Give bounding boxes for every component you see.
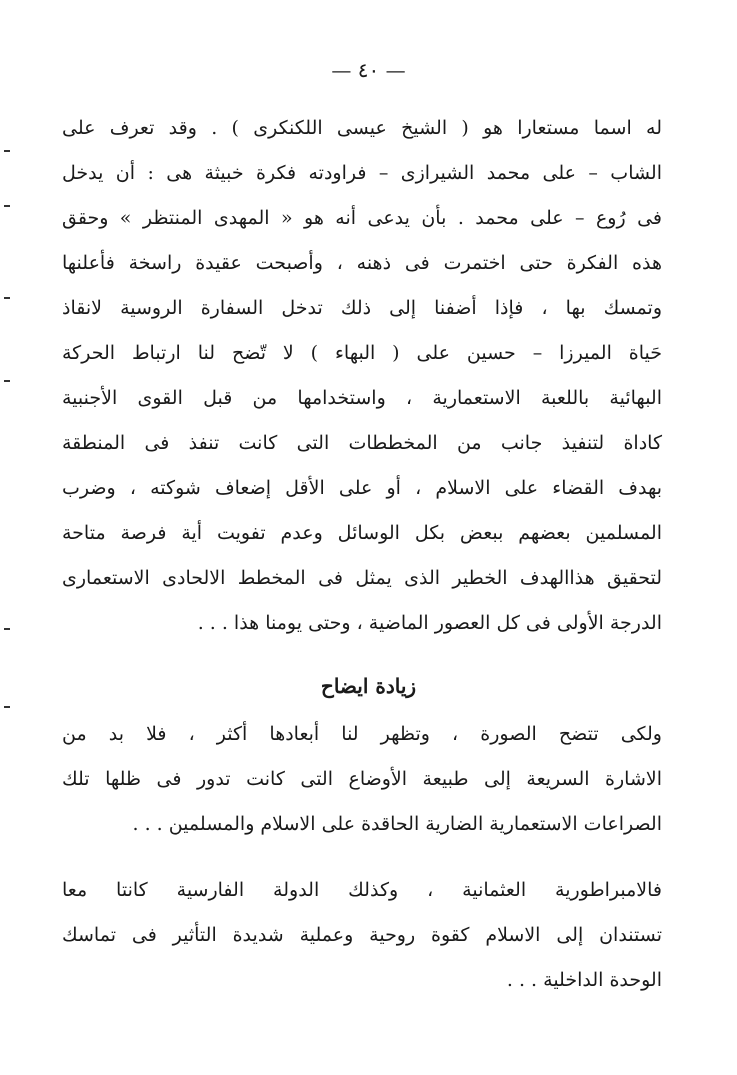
scan-mark [4,380,10,382]
scan-mark [4,150,10,152]
section-heading: زيادة ايضاح [320,674,417,698]
text-line: وتمسك بها ، فإذا أضفنا إلى ذلك تدخل السفارة الروسية لانقاذ [62,297,662,319]
text-line: لتحقيق هذاالهدف الخطير الذى يمثل فى المخطط الالحادى الاستعمارى [62,567,662,589]
scan-mark [4,297,10,299]
text-line: المسلمين بعضهم ببعض بكل الوسائل وعدم تفويت أية فرصة متاحة [62,522,662,544]
text-line: هذه الفكرة حتى اختمرت فى ذهنه ، وأصبحت عقيدة راسخة فأعلنها [62,252,662,274]
text-line: كاداة لتنفيذ جانب من المخططات التى كانت تنفذ فى المنطقة [62,432,662,454]
paragraph-1 [62,106,662,646]
text-line: فى رُوع – على محمد . بأن يدعى أنه هو « المهدى المنتظر » وحقق [62,207,662,229]
text-line: الاشارة السريعة إلى طبيعة الأوضاع التى كانت تدور فى ظلها تلك [62,768,662,790]
scan-mark [4,205,10,207]
paragraph-3 [62,868,662,1003]
text-line: فالامبراطورية العثمانية ، وكذلك الدولة الفارسية كانتا معا [62,879,662,901]
scan-mark [4,628,10,630]
text-line: الوحدة الداخلية . . . [506,969,662,991]
text-line: البهائية باللعبة الاستعمارية ، واستخدامها من قبل القوى الأجنبية [62,387,662,409]
text-line: بهدف القضاء على الاسلام ، أو على الأقل إضعاف شوكته ، وضرب [62,477,662,499]
text-line: ولكى تتضح الصورة ، وتظهر لنا أبعادها أكثر ، فلا بد من [62,723,662,745]
scan-mark [4,706,10,708]
text-line: الشاب – على محمد الشيرازى – فراودته فكرة خبيثة هى : أن يدخل [62,162,662,184]
paragraph-2 [62,712,662,847]
text-line: الصراعات الاستعمارية الضارية الحاقدة على الاسلام والمسلمين . . . [132,813,662,835]
text-line: حَياة الميرزا – حسين على ( البهاء ) لا تّضح لنا ارتباط الحركة [62,342,662,364]
page-number: — ٤٠ — [331,58,406,82]
text-line: تستندان إلى الاسلام كقوة روحية وعملية شديدة التأثير فى تماسك [62,924,662,946]
text-line: له اسما مستعارا هو ( الشيخ عيسى اللكنكرى ) . وقد تعرف على [62,117,662,139]
text-line: الدرجة الأولى فى كل العصور الماضية ، وحتى يومنا هذا . . . [197,612,662,634]
